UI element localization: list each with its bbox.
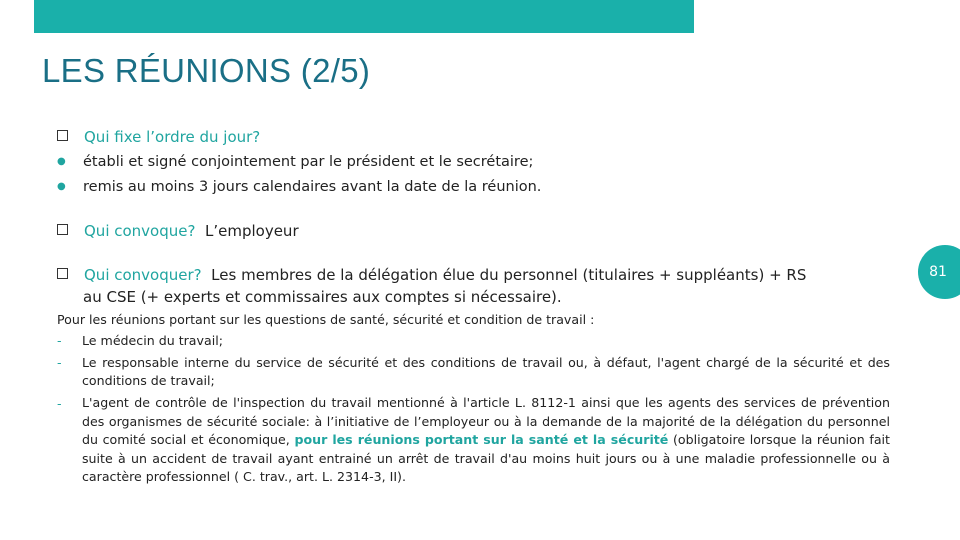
- question-convoque: [57, 222, 299, 240]
- bullet-text: remis au moins 3 jours calendaires avant la date de la réunion.: [83, 179, 542, 195]
- answer-text: L’employeur: [205, 222, 299, 240]
- item-highlight: pour les réunions portant sur la santé et la sécurité: [294, 432, 669, 447]
- item-text: (obligatoire lorsque la réunion fait suite à un accident de travail ayant entrainé un arrêt de travail d'au moins huit jours ou à une maladie professionnelle ou à caractère professionnel ( C. trav., art. L. 2314-3, II).: [82, 432, 890, 484]
- header-bar: [34, 0, 694, 33]
- page-number-badge: 81: [918, 245, 960, 299]
- list-item: [82, 394, 890, 487]
- bullet-icon: ●: [57, 156, 66, 167]
- checkbox-bullet-icon: [57, 268, 68, 279]
- question-convoquer: [57, 266, 806, 284]
- question-text: Qui convoque?: [84, 222, 196, 240]
- question-order-of-day: [57, 128, 260, 146]
- bullet-item: [57, 154, 533, 170]
- dash-icon: -: [57, 355, 62, 370]
- dash-icon: -: [57, 396, 62, 411]
- list-item: Le responsable interne du service de sécurité et des conditions de travail ou, à défaut, l'agent chargé de la sécurité et des conditions de travail;: [82, 355, 890, 388]
- checkbox-bullet-icon: [57, 130, 68, 141]
- item-text: L'agent de contrôle de l'inspection du travail mentionné à l'article L. 8112-1 ainsi que les agents des services de prévention des organismes de sécurité sociale: à l’initiative de l’employeur ou à la demande de la majorité de la délégation du personnel du comité social et économique,: [82, 395, 890, 447]
- slide-title: LES RÉUNIONS (2/5): [42, 52, 371, 89]
- checkbox-bullet-icon: [57, 224, 68, 235]
- question-text: Qui fixe l’ordre du jour?: [84, 128, 261, 146]
- bullet-item: [57, 179, 541, 195]
- dash-icon: -: [57, 333, 62, 348]
- health-intro: Pour les réunions portant sur les questions de santé, sécurité et condition de travail :: [57, 312, 595, 327]
- list-item: Le médecin du travail;: [82, 333, 223, 348]
- bullet-icon: ●: [57, 181, 66, 192]
- question-text: Qui convoquer?: [84, 266, 202, 284]
- answer-text-continued: au CSE (+ experts et commissaires aux comptes si nécessaire).: [83, 288, 562, 306]
- bullet-text: établi et signé conjointement par le président et le secrétaire;: [83, 154, 534, 170]
- answer-text: Les membres de la délégation élue du personnel (titulaires + suppléants) + RS: [211, 266, 807, 284]
